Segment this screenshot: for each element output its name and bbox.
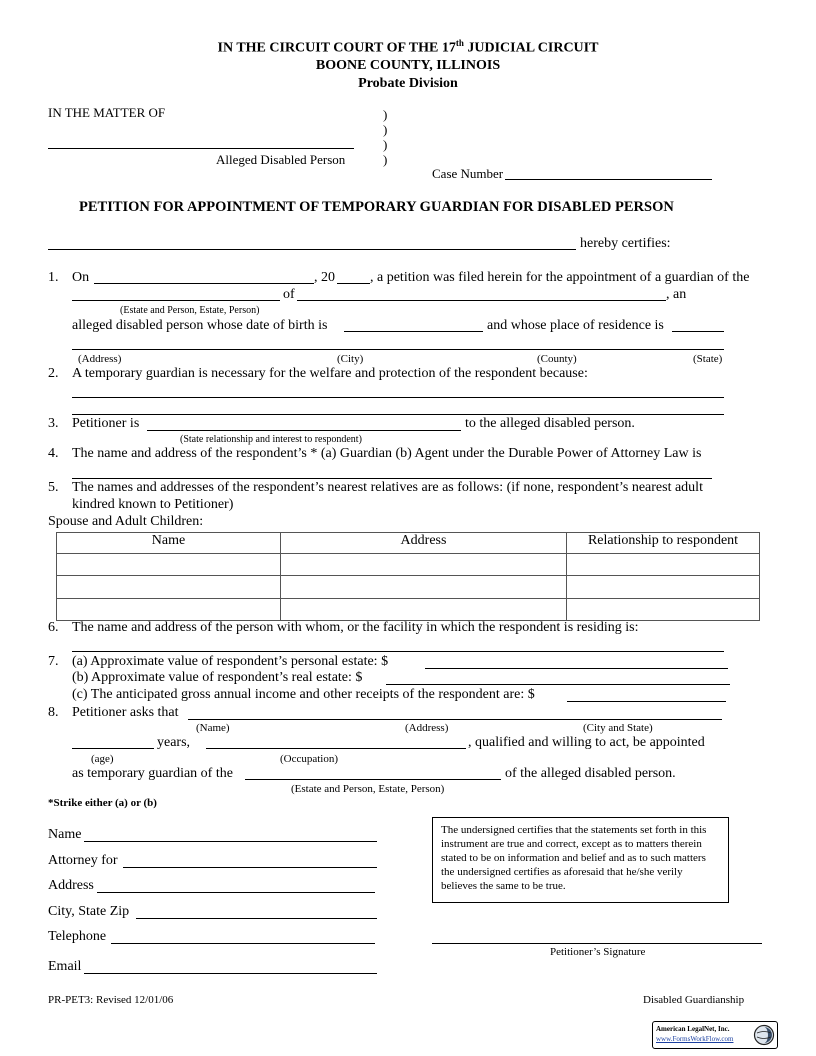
table-cell[interactable] (281, 554, 567, 576)
caption-paren: ) (383, 122, 388, 137)
item1-year: , 20 (314, 270, 335, 285)
table-header-address: Address (281, 533, 567, 554)
email-field[interactable] (84, 973, 377, 974)
occupation-line[interactable] (206, 748, 466, 749)
email-label: Email (48, 959, 82, 974)
estate-type-line[interactable] (72, 300, 280, 301)
address-caption: (Address) (78, 353, 122, 365)
dob-line[interactable] (344, 331, 483, 332)
item8-qualified: , qualified and willing to act, be appointed (468, 735, 705, 750)
year-line[interactable] (337, 283, 370, 284)
item-number: 7. (48, 654, 59, 669)
certifies-text: hereby certifies: (580, 236, 671, 251)
signature-label: Petitioner’s Signature (550, 946, 646, 958)
state-caption: (State) (693, 353, 723, 365)
reason-line[interactable] (72, 397, 724, 398)
item7b-text: (b) Approximate value of respondent’s real estate: $ (72, 670, 363, 685)
estate-type-line-2[interactable] (245, 779, 501, 780)
personal-estate-line[interactable] (425, 668, 728, 669)
item-number: 6. (48, 620, 59, 635)
item1-an: , an (666, 287, 687, 302)
disabled-person-line[interactable] (297, 300, 666, 301)
city-caption: (City) (337, 353, 364, 365)
item-number: 2. (48, 366, 59, 381)
logo-name: American LegalNet, Inc. (656, 1025, 730, 1033)
name-field[interactable] (84, 841, 377, 842)
estate-caption-2: (Estate and Person, Estate, Person) (291, 783, 445, 795)
person-label: Alleged Disabled Person (216, 152, 346, 167)
table-cell[interactable] (567, 598, 760, 620)
item-number: 8. (48, 705, 59, 720)
item8-text: Petitioner asks that (72, 705, 179, 720)
table-header-name: Name (57, 533, 281, 554)
residing-line[interactable] (72, 651, 724, 652)
item8-of: of the alleged disabled person. (505, 766, 676, 781)
table-header-row (57, 533, 760, 554)
item4-text: The name and address of the respondent’s * (a) Guardian (b) Agent under the Durable Power of Attorney Law is (72, 446, 702, 461)
item2-text: A temporary guardian is necessary for the welfare and protection of the respondent because: (72, 366, 588, 381)
table-cell[interactable] (281, 576, 567, 598)
table-row[interactable] (57, 554, 760, 576)
guardian-agent-line[interactable] (72, 478, 712, 479)
reason-line[interactable] (72, 414, 724, 415)
item3-text-end: to the alleged disabled person. (465, 416, 635, 431)
table-cell[interactable] (57, 598, 281, 620)
table-cell[interactable] (567, 554, 760, 576)
age-caption: (age) (91, 753, 114, 765)
estate-caption: (Estate and Person, Estate, Person) (120, 305, 260, 316)
item7a-text: (a) Approximate value of respondent’s personal estate: $ (72, 654, 389, 669)
address-label: Address (48, 878, 94, 893)
table-row[interactable] (57, 598, 760, 620)
item6-text: The name and address of the person with whom, or the facility in which the respondent is residing is: (72, 620, 639, 635)
item1-of: of (283, 287, 295, 302)
address-caption: (Address) (405, 722, 449, 734)
certification-box: The undersigned certifies that the statements set forth in this instrument are true and correct, except as to matters therein stated to be on information and belief and as to such matters the undersigned certifies as aforesaid that he/she verily believes the same to be true. (432, 817, 729, 903)
relationship-caption: (State relationship and interest to respondent) (180, 434, 362, 445)
table-row[interactable] (57, 576, 760, 598)
spouse-label: Spouse and Adult Children: (48, 514, 204, 529)
real-estate-line[interactable] (386, 684, 730, 685)
caption-paren: ) (383, 152, 388, 167)
table-header-relationship: Relationship to respondent (567, 533, 760, 554)
telephone-field[interactable] (111, 943, 375, 944)
division-title: Probate Division (358, 76, 458, 91)
attorney-for-field[interactable] (123, 867, 377, 868)
city-state-zip-field[interactable] (136, 918, 377, 919)
table-cell[interactable] (567, 576, 760, 598)
income-line[interactable] (567, 701, 726, 702)
person-name-line[interactable] (48, 148, 354, 149)
item-number: 1. (48, 270, 59, 285)
occupation-caption: (Occupation) (280, 753, 339, 765)
strike-note: *Strike either (a) or (b) (48, 797, 157, 809)
item-number: 3. (48, 416, 59, 431)
logo-url[interactable]: www.FormsWorkFlow.com (656, 1035, 734, 1043)
residence-line[interactable] (672, 331, 724, 332)
name-caption: (Name) (196, 722, 230, 734)
signature-line[interactable] (432, 943, 762, 944)
table-cell[interactable] (281, 598, 567, 620)
form-category: Disabled Guardianship (643, 994, 745, 1006)
case-number-line[interactable] (505, 179, 712, 180)
item1-residence: and whose place of residence is (487, 318, 664, 333)
city-state-caption: (City and State) (583, 722, 653, 734)
petitioner-name-line[interactable] (48, 249, 576, 250)
relatives-table (56, 532, 760, 621)
county-caption: (County) (537, 353, 577, 365)
item1-dob: alleged disabled person whose date of birth is (72, 318, 328, 333)
table-cell[interactable] (57, 576, 281, 598)
name-label: Name (48, 827, 82, 842)
item5-text-2: kindred known to Petitioner) (72, 497, 234, 512)
item-number: 4. (48, 446, 59, 461)
address-field[interactable] (97, 892, 375, 893)
age-line[interactable] (72, 748, 154, 749)
date-line[interactable] (94, 283, 314, 284)
relationship-line[interactable] (147, 430, 461, 431)
case-number-label: Case Number (432, 166, 504, 181)
item3-text: Petitioner is (72, 416, 140, 431)
nominee-line[interactable] (188, 719, 722, 720)
item1-rest: , a petition was filed herein for the appointment of a guardian of the (370, 270, 750, 285)
caption-paren: ) (383, 107, 388, 122)
item-number: 5. (48, 480, 59, 495)
caption-paren: ) (383, 137, 388, 152)
logo-globe-icon (753, 1024, 775, 1046)
american-legalnet-logo[interactable] (652, 1021, 778, 1049)
item5-text: The names and addresses of the respondent’s nearest relatives are as follows: (if none, respondent’s nearest adult (72, 480, 703, 495)
telephone-label: Telephone (48, 929, 107, 944)
court-title: IN THE CIRCUIT COURT OF THE 17th JUDICIAL CIRCUIT (217, 38, 599, 56)
residence-line-2[interactable] (72, 349, 724, 350)
county-title: BOONE COUNTY, ILLINOIS (315, 58, 501, 73)
item8-as: as temporary guardian of the (72, 766, 233, 781)
city-state-zip-label: City, State Zip (48, 904, 130, 919)
petition-title: PETITION FOR APPOINTMENT OF TEMPORARY GUARDIAN FOR DISABLED PERSON (79, 199, 674, 215)
table-cell[interactable] (57, 554, 281, 576)
attorney-for-label: Attorney for (48, 853, 118, 868)
item1-on: On (72, 270, 90, 285)
item7c-text: (c) The anticipated gross annual income and other receipts of the respondent are: $ (72, 687, 535, 702)
item8-years: years, (157, 735, 191, 750)
form-id: PR-PET3: Revised 12/01/06 (48, 994, 174, 1006)
matter-label: IN THE MATTER OF (48, 105, 166, 120)
